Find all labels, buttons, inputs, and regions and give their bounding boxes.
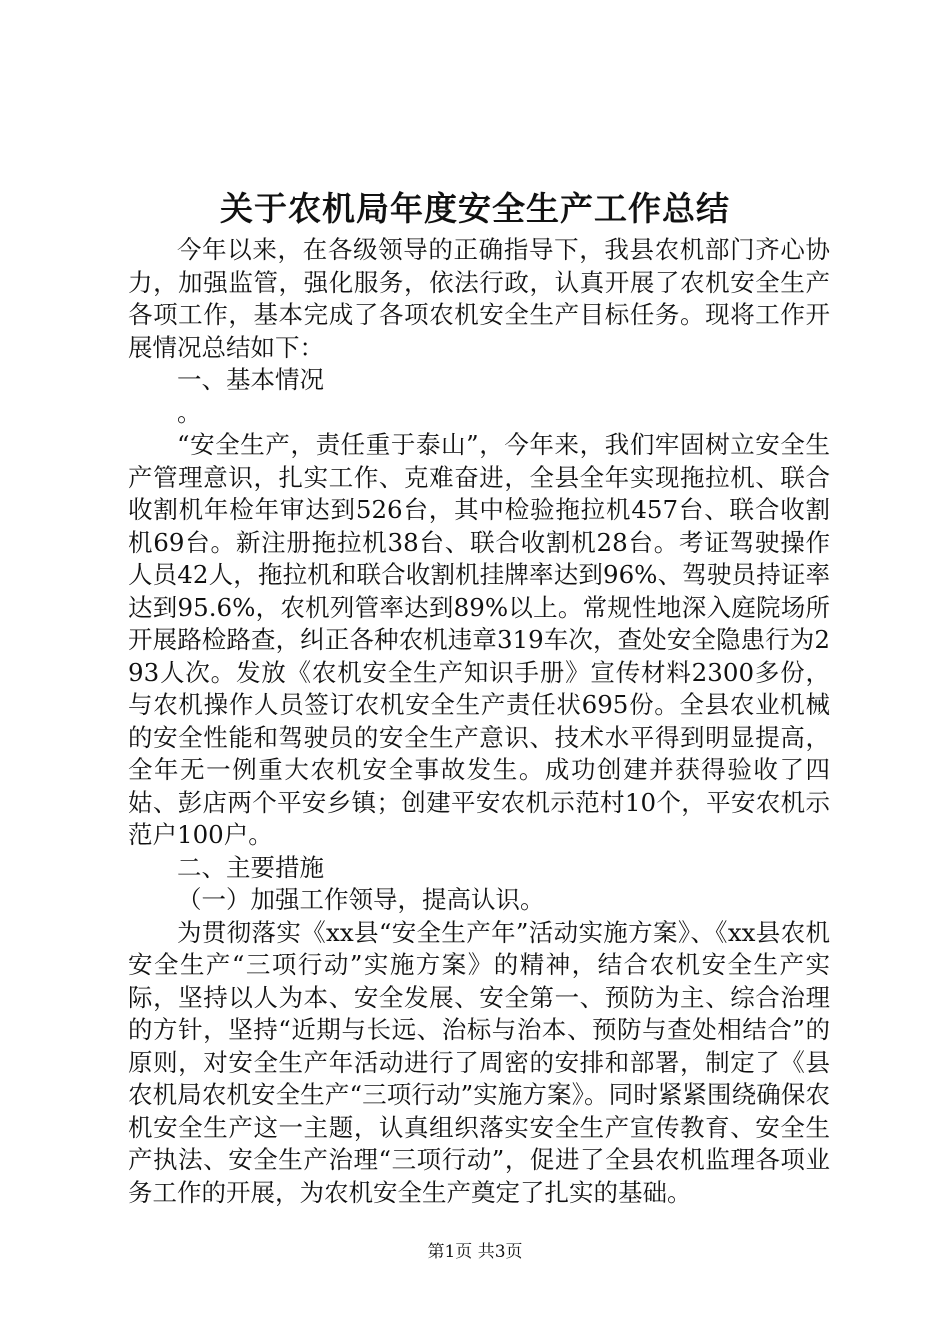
paragraph-period: 。 [177, 397, 202, 427]
heading-basic-situation: 一、基本情况 [177, 365, 324, 394]
document-title: 关于农机局年度安全生产工作总结 [220, 189, 730, 228]
paragraph-intro: 今年以来，在各级领导的正确指导下，我县农机部门齐心协力，加强监管，强化服务，依法行政，认真开展了农机安全生产各项工作，基本完成了各项农机安全生产目标任务。现将工作开展情况总结如下： [128, 235, 830, 362]
document-body [128, 234, 830, 1209]
paragraph-leadership: 为贯彻落实《xx县“安全生产年”活动实施方案》、《xx县农机安全生产“三项行动”实施方案》的精神，结合农机安全生产实际，坚持以人为本、安全发展、安全第一、预防为主、综合治理的方针，坚持“近期与长远、治标与治本、预防与查处相结合”的原则，对安全生产年活动进行了周密的安排和部署，制定了《县农机局农机安全生产“三项行动”实施方案》。同时紧紧围绕确保农机安全生产这一主题，认真组织落实安全生产宣传教育、安全生产执法、安全生产治理“三项行动”，促进了全县农机监理各项业务工作的开展，为农机安全生产奠定了扎实的基础。 [128, 917, 830, 1207]
page-footer: 第1页 共3页 [427, 1242, 523, 1262]
paragraph-basic-situation: “安全生产，责任重于泰山”，今年来，我们牢固树立安全生产管理意识，扎实工作、克难奋进，全县全年实现拖拉机、联合收割机年检年审达到526台，其中检验拖拉机457台、联合收割机69台。新注册拖拉机38台、联合收割机28台。考证驾驶操作人员42人，拖拉机和联合收割机挂牌率达到96%、驾驶员持证率达到95.6%，农机列管率达到89%以上。常规性地深入庭院场所开展路检路查，纠正各种农机违章319车次，查处安全隐患行为293人次。发放《农机安全生产知识手册》宣传材料2300多份，与农机操作人员签订农机安全生产责任状695份。全县农业机械的安全性能和驾驶员的安全生产意识、技术水平得到明显提高，全年无一例重大农机安全事故发生。成功创建并获得验收了四姑、彭店两个平安乡镇；创建平安农机示范村10个，平安农机示范户100户。 [128, 430, 830, 849]
heading-main-measures: 二、主要措施 [177, 852, 324, 882]
subheading-leadership: （一）加强工作领导，提高认识。 [177, 885, 545, 914]
